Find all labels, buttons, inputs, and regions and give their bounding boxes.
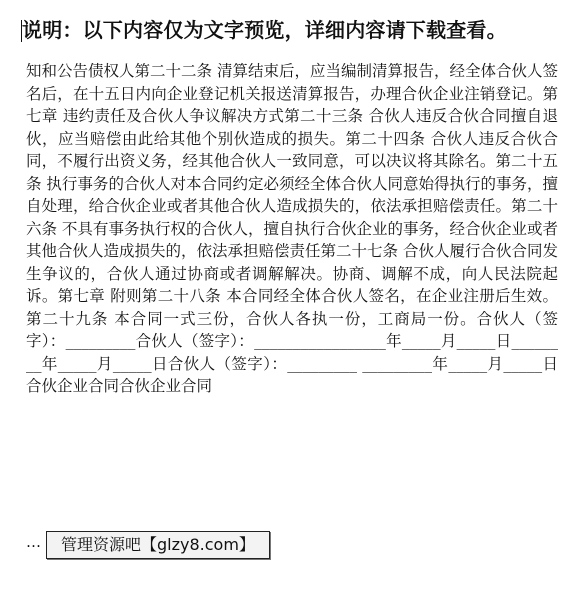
source-site-link[interactable]: 管理资源吧【glzy8.com】 <box>46 531 270 559</box>
document-body-text: 知和公告债权人第二十二条 清算结束后，应当编制清算报告，经全体合伙人签名后，在十五日内向企业登记机关报送清算报告，办理合伙企业注销登记。第七章 违约责任及合伙人争议解决方式第二十三条 合伙人违反合伙合同擅自退伙，应当赔偿由此给其他个别伙造成的损失。第二十四条 合伙人违反合伙合同，不履行出资义务，经其他合伙人一致同意，可以决议将其除名。第二十五条 执行事务的合伙人对本合同约定必须经全体合伙人同意始得执行的事务，擅自处理，给合伙企业或者其他合伙人造成损失的，依法承担赔偿责任。第二十六条 不具有事务执行权的合伙人，擅自执行合伙企业的事务，经合伙企业或者其他合伙人造成损失的，依法承担赔偿责任第二十七条 合伙人履行合伙合同发生争议的，合伙人通过协商或者调解解决。协商、调解不成，向人民法院起诉。第七章 附则第二十八条 本合同经全体合伙人签名，在企业注册后生效。第二十九条 本合同一式三份，合伙人各执一份，工商局一份。合伙人（签字）：_________合伙人（签字）：_________________年_____月_____日________年_____月_____日合伙人（签字）：_________ _________年_____月_____日合伙企业合同合伙企业合同 <box>26 62 558 395</box>
preview-notice: 说明：以下内容仅为文字预览，详细内容请下载查看。 <box>22 18 507 42</box>
continuation-ellipsis: … <box>26 533 41 551</box>
